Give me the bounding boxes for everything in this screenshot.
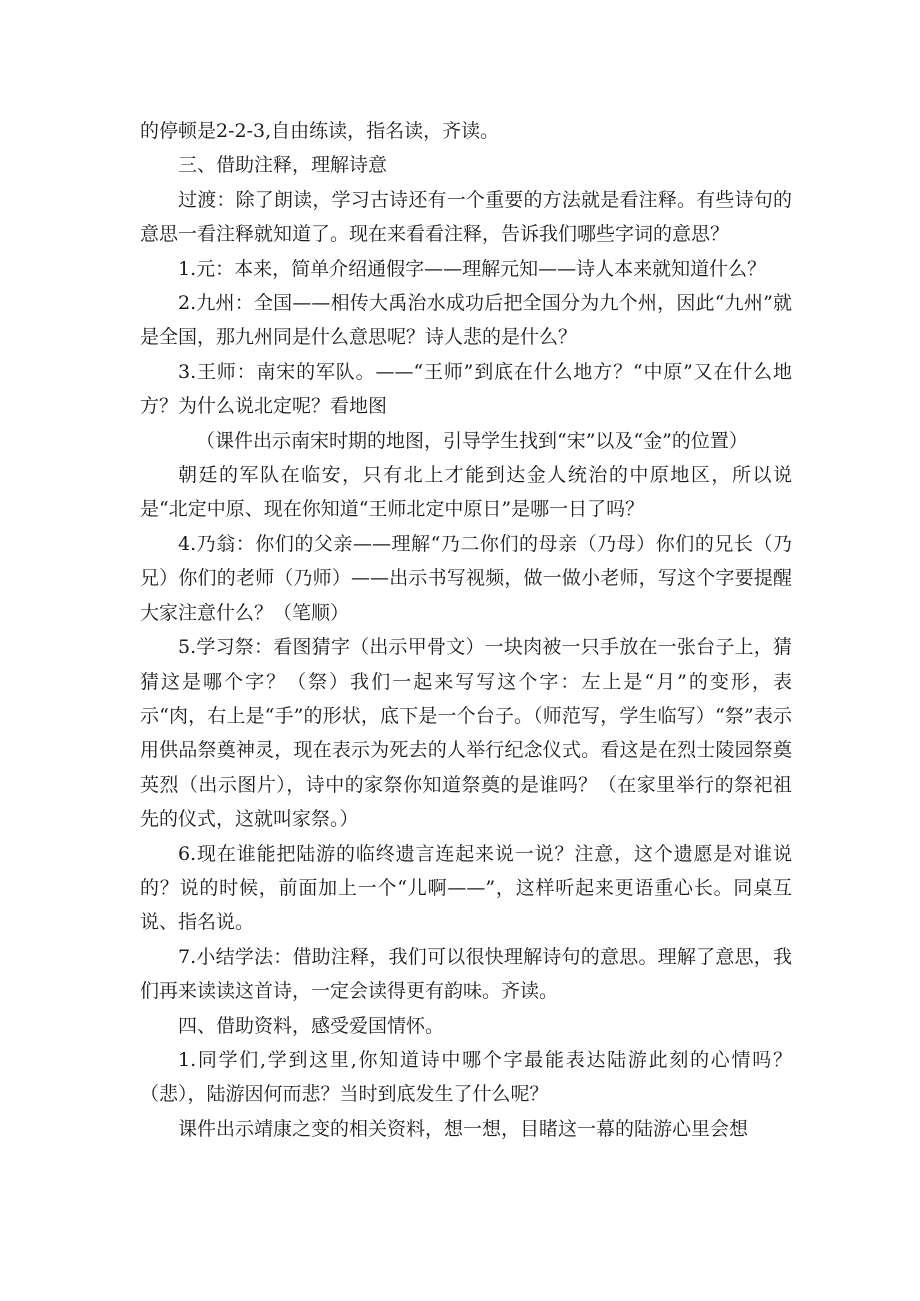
list-item-5: 5.学习祭：看图猜字（出示甲骨文）一块肉被一只手放在一张台子上，猜猜这是哪个字？（祭）我们一起来写写这个字：左上是“月”的变形，表示“肉，右上是“手”的形状，底下是一个台子。（师范写，学生临写）“祭”表示用供品祭奠神灵，现在表示为死去的人举行纪念仪式。看这是在烈士陵园祭奠英烈（出示图片），诗中的家祭你知道祭奠的是谁吗？（在家里举行的祭祀祖先的仪式，这就叫家祭。） [140, 636, 792, 831]
document-page [140, 114, 792, 1146]
list-item-6: 6.现在谁能把陆游的临终遗言连起来说一说？注意，这个遗愿是对谁说的？说的时候，前面加上一个“儿啊——”，这样听起来更语重心长。同桌互说、指名说。 [140, 842, 792, 934]
list-item-7: 7.小结学法：借助注释，我们可以很快理解诗句的意思。理解了意思，我们再来读读这首诗，一定会读得更有韵味。齐读。 [140, 945, 792, 1003]
paragraph-army: 朝廷的军队在临安，只有北上才能到达金人统治的中原地区，所以说是“北定中原、现在你知道“王师北定中原日”是哪一日了吗？ [140, 464, 792, 521]
paragraph-map-note: （课件出示南宋时期的地图，引导学生找到“宋”以及“金”的位置） [196, 429, 748, 452]
paragraph-1: 的停顿是2-2-3,自由练读，指名读，齐读。 [140, 120, 500, 142]
section-heading-4: 四、借助资料，感受爱国情怀。 [178, 1014, 445, 1037]
list-item-4-1: 1.同学们,学到这里,你知道诗中哪个字最能表达陆游此刻的心情吗？（悲），陆游因何而悲？当时到底发生了什么呢？ [140, 1048, 792, 1106]
section-heading-3: 三、借助注释，理解诗意 [178, 154, 388, 177]
list-item-3: 3.王师：南宋的军队。——“王师”到底在什么地方？“中原”又在什么地方？为什么说北定呢？看地图 [140, 360, 792, 418]
list-item-2: 2.九州：全国——相传大禹治水成功后把全国分为九个州，因此“九州”就是全国，那九州同是什么意思呢？诗人悲的是什么？ [140, 292, 792, 349]
paragraph-final: 课件出示靖康之变的相关资料，想一想，目睹这一幕的陆游心里会想 [178, 1117, 749, 1140]
list-item-1: 1.元：本来，简单介绍通假字——理解元知——诗人本来就知道什么？ [178, 257, 767, 280]
list-item-4: 4.乃翁：你们的父亲——理解“乃二你们的母亲（乃母）你们的兄长（乃兄）你们的老师（乃师）——出示书写视频，做一做小老师，写这个字要提醒大家注意什么？（笔顺） [140, 532, 792, 624]
paragraph-transition: 过渡：除了朗读，学习古诗还有一个重要的方法就是看注释。有些诗句的意思一看注释就知道了。现在来看看注释，告诉我们哪些字词的意思？ [140, 188, 792, 246]
